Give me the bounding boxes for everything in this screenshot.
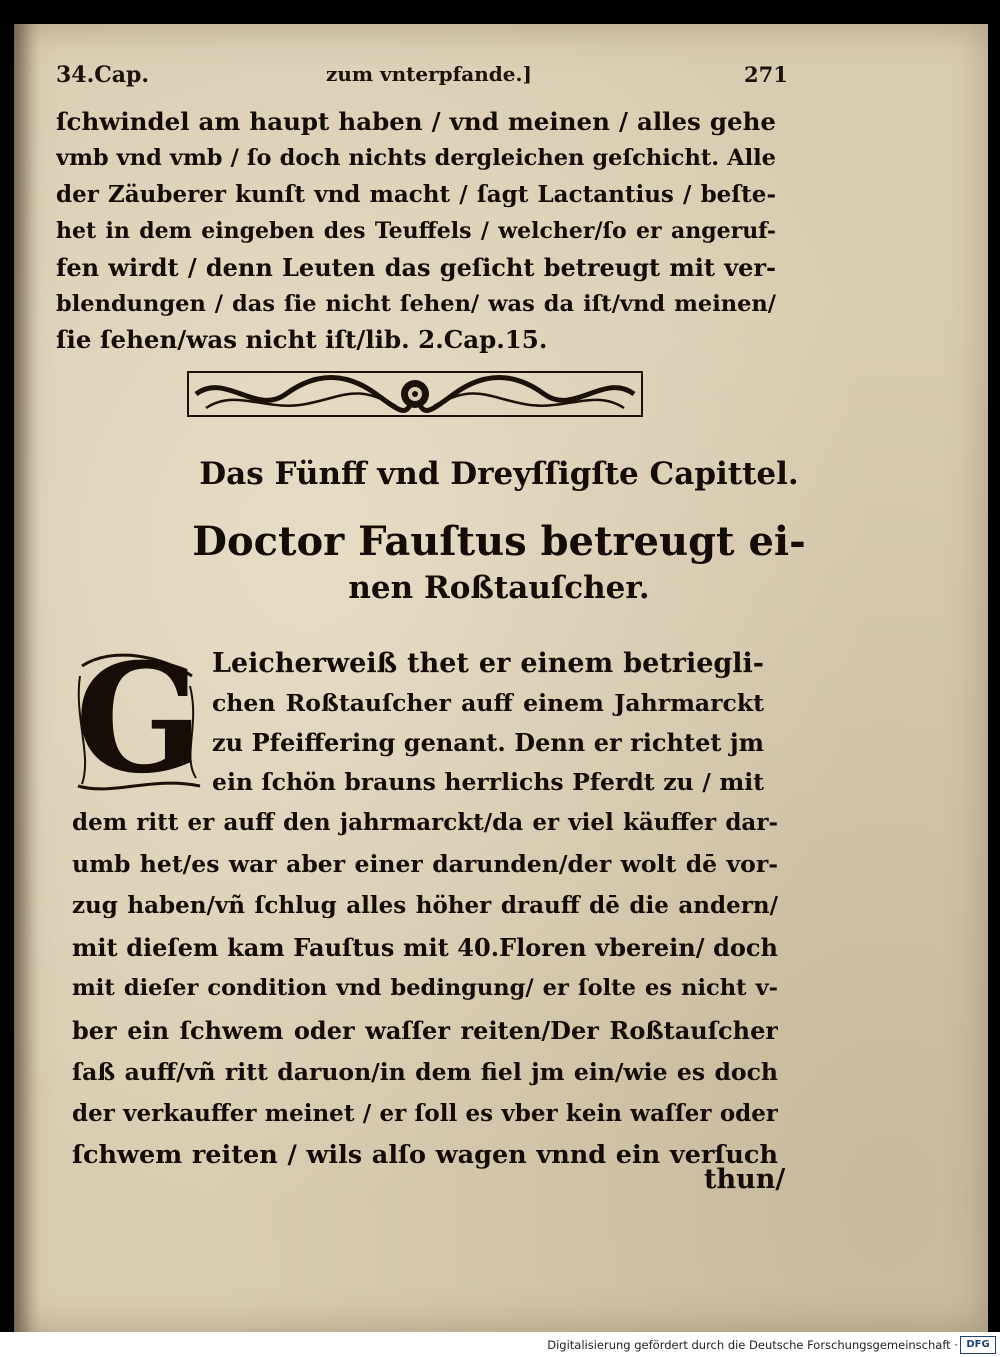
- text-line: ſaß auff/vñ ritt daruon/in dem fiel jm ein/wie es doch: [72, 1057, 778, 1086]
- chapter-title-line-1: Doctor Fauſtus betreugt ei-: [192, 518, 806, 565]
- text-line: ſchwem reiten / wils alſo wagen vnnd ein verſuch: [72, 1139, 778, 1170]
- text-line: dem ritt er auff den jahrmarckt/da er viel käuffer dar-: [72, 809, 778, 836]
- text-line: het in dem eingeben des Teuffels / welcher/ſo er angeruf-: [56, 218, 776, 245]
- running-head-title: zum vnterpfande.]: [326, 62, 532, 86]
- main-paragraph: [72, 802, 778, 1176]
- text-line: ſie ſehen/was nicht iſt/lib. 2.Cap.15.: [56, 325, 548, 355]
- top-paragraph: [56, 104, 776, 359]
- text-line: vmb vnd vmb / ſo doch nichts dergleichen geſchicht. Alle: [56, 145, 776, 172]
- text-line: fen wirdt / denn Leuten das geſicht betreugt mit ver-: [56, 252, 776, 282]
- book-page: [14, 24, 988, 1332]
- page-number: 271: [744, 62, 788, 87]
- text-line: Leicherweiß thet er einem betriegli-: [212, 648, 764, 679]
- initial-letter: G: [74, 631, 204, 807]
- text-line: ber ein ſchwem oder waſſer reiten/Der Roßtauſcher: [72, 1015, 778, 1045]
- text-line: umb het/es war aber einer darunden/der wolt dē vor-: [72, 849, 778, 878]
- page-gutter-shadow: [14, 24, 40, 1332]
- text-line: zug haben/vñ ſchlug alles höher drauff dē die andern/: [72, 892, 778, 920]
- text-line: ſchwindel am haupt haben / vnd meinen / alles gehe: [56, 107, 776, 136]
- text-line: chen Roßtauſcher auff einem Jahrmarckt: [212, 688, 764, 717]
- dfg-logo-icon: DFG: [960, 1336, 996, 1354]
- funding-credit: Digitalisierung gefördert durch die Deutsche Forschungsgemeinschaft ·: [547, 1338, 958, 1352]
- text-line: blendungen / das ſie nicht ſehen/ was da iſt/vnd meinen/: [56, 290, 776, 317]
- footer-bar: [0, 1332, 1000, 1357]
- text-line: der Zäuberer kunſt vnd macht / ſagt Lactantius / beſte-: [56, 180, 776, 208]
- chapter-title-line-2: nen Roßtauſcher.: [348, 570, 650, 606]
- running-head-chapter: 34.Cap.: [56, 62, 150, 88]
- chapter-heading: Das Fünff vnd Dreyſſigſte Capittel.: [199, 456, 799, 492]
- text-line: mit dieſem kam Fauſtus mit 40.Floren vberein/ doch: [72, 932, 778, 962]
- text-line: der verkauffer meinet / er ſoll es vber kein waſſer oder: [72, 1100, 778, 1128]
- text-line: zu Pfeiffering genant. Denn er richtet jm: [212, 728, 764, 757]
- text-line: ein ſchön brauns herrlichs Pferdt zu / mit: [212, 767, 764, 796]
- decorated-initial: [72, 631, 206, 807]
- catchword: thun/: [704, 1164, 786, 1195]
- text-line: mit dieſer condition vnd bedingung/ er ſolte es nicht v-: [72, 975, 778, 1002]
- indented-paragraph-start: [212, 644, 764, 802]
- ornamental-headpiece: [186, 368, 644, 420]
